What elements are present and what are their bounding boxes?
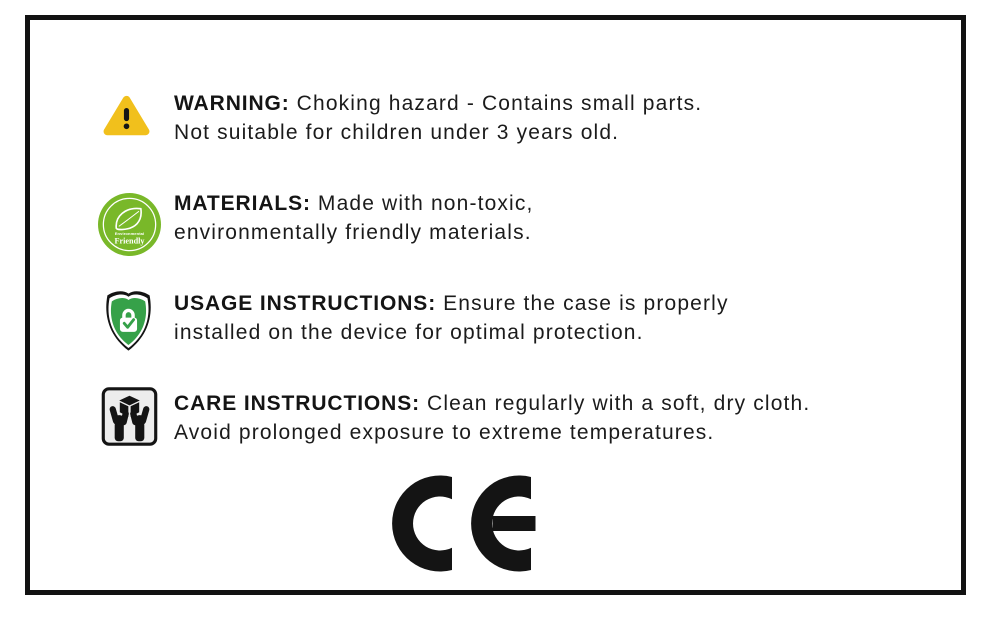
usage-title: USAGE INSTRUCTIONS: bbox=[174, 292, 437, 315]
care-text bbox=[174, 390, 810, 447]
materials-line1: MATERIALS: Made with non-toxic, bbox=[174, 192, 534, 215]
warning-title: WARNING: bbox=[174, 92, 290, 115]
care-title: CARE INSTRUCTIONS: bbox=[174, 392, 421, 415]
ce-letter-e bbox=[471, 476, 535, 572]
warning-line2: Not suitable for children under 3 years old. bbox=[174, 120, 620, 144]
section-warning bbox=[98, 90, 966, 162]
section-usage bbox=[98, 290, 966, 362]
ce-letter-c bbox=[392, 476, 452, 572]
warning-text bbox=[174, 90, 702, 147]
shield-lock-icon bbox=[100, 288, 157, 354]
exclamation-bar bbox=[124, 108, 129, 121]
exclamation-dot bbox=[124, 123, 130, 129]
warning-line1: WARNING: Choking hazard - Contains small parts. bbox=[174, 92, 703, 115]
eco-badge-word-big: Friendly bbox=[114, 236, 145, 246]
usage-text bbox=[174, 290, 729, 347]
materials-title: MATERIALS: bbox=[174, 192, 311, 215]
section-materials bbox=[98, 190, 966, 262]
handle-with-care-icon bbox=[101, 386, 158, 447]
materials-line2: environmentally friendly materials. bbox=[174, 220, 532, 244]
eco-disc bbox=[98, 193, 161, 256]
eco-friendly-badge-icon bbox=[98, 193, 161, 256]
usage-line2: installed on the device for optimal protection. bbox=[174, 320, 644, 344]
ce-mark bbox=[392, 475, 537, 572]
section-care bbox=[98, 390, 966, 462]
care-line1: CARE INSTRUCTIONS: Clean regularly with a soft, dry cloth. bbox=[174, 392, 811, 415]
usage-line1: USAGE INSTRUCTIONS: Ensure the case is properly bbox=[174, 292, 729, 315]
eco-badge-word-small: Environmental bbox=[114, 231, 145, 237]
materials-text bbox=[174, 190, 534, 247]
warning-triangle-icon bbox=[103, 94, 150, 138]
care-line2: Avoid prolonged exposure to extreme temperatures. bbox=[174, 420, 715, 444]
